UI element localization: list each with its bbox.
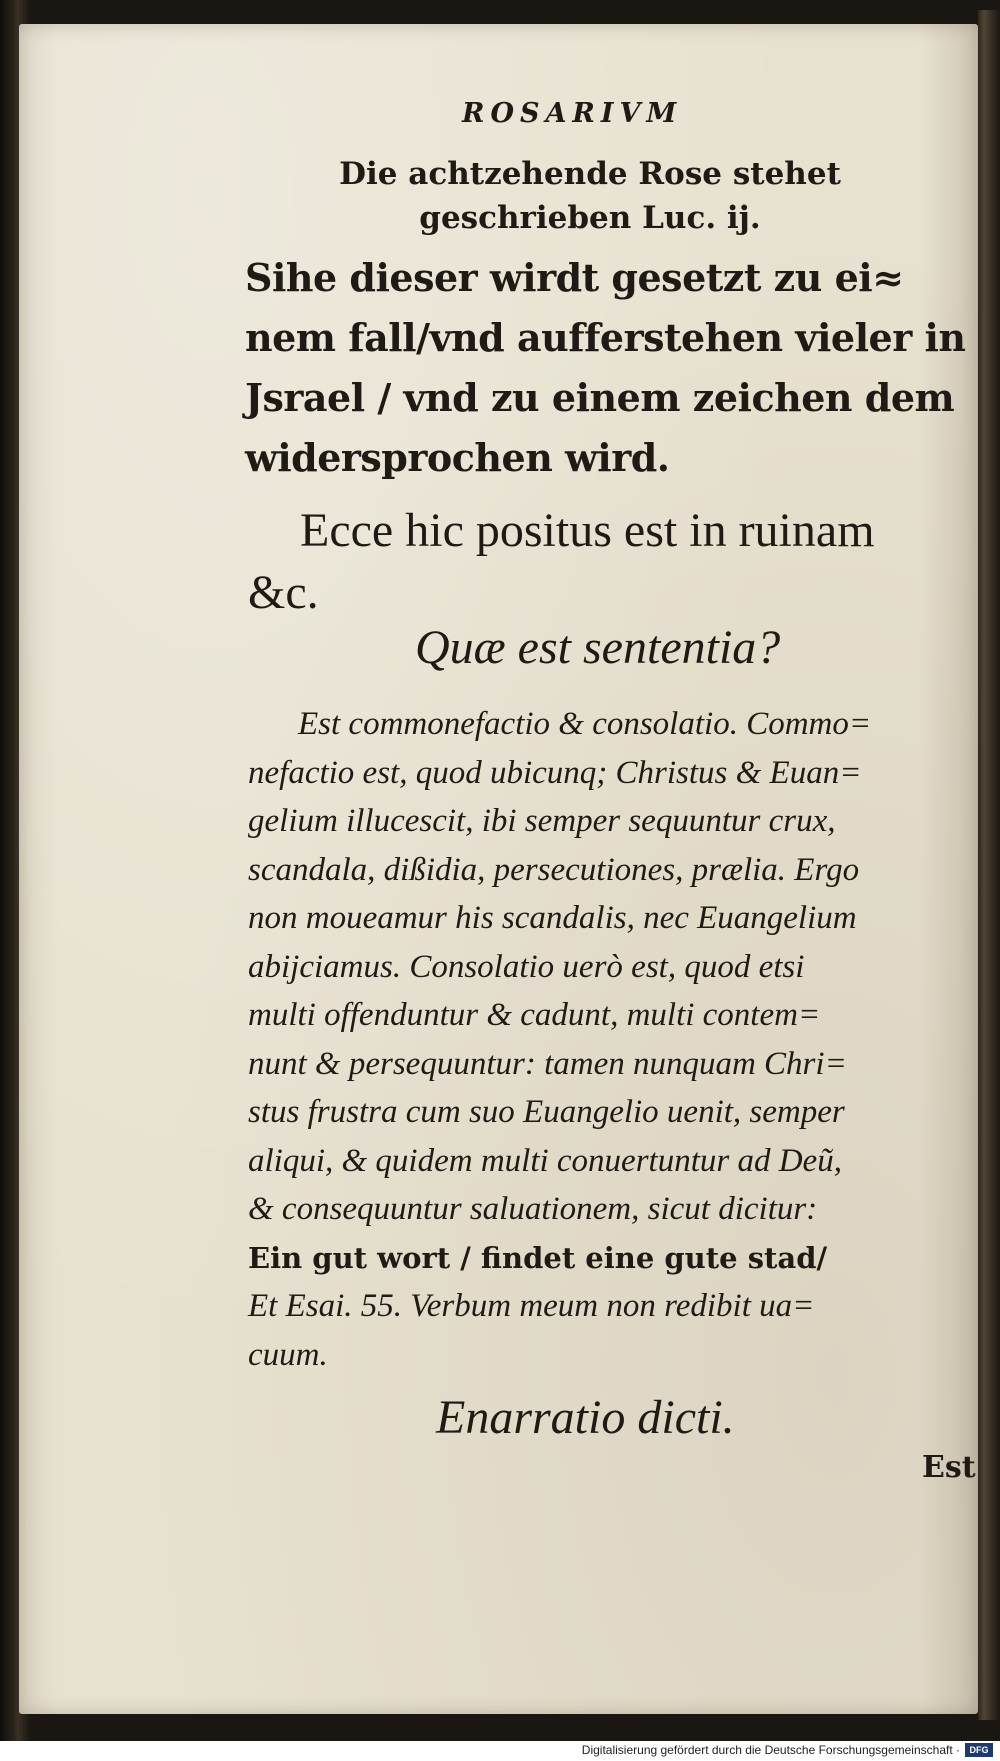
body-line: cuum. [248,1336,328,1373]
body-line: nunt & persequuntur: tamen nunquam Chri= [248,1045,847,1082]
body-line: stus frustra cum suo Euangelio uenit, semper [248,1094,845,1130]
dfg-logo: DFG [965,1743,993,1757]
book-edge [978,10,1000,1720]
verse-line: Jsrael / vnd zu einem zeichen dem [245,375,955,420]
body-line: scandala, dißidia, persecutiones, prælia. Ergo [248,851,860,888]
body-line: multi offenduntur & cadunt, multi contem= [248,997,821,1033]
body-line: Et Esai. 55. Verbum meum non redibit ua= [248,1288,815,1324]
body-line: nefactio est, quod ubicunq; Christus & Euan= [248,754,862,791]
body-line-german: Ein gut wort / findet eine gute stad/ [248,1240,828,1275]
body-line: abijciamus. Consolatio uerò est, quod etsi [248,948,805,985]
verse-line: Sihe dieser wirdt gesetzt zu ei≈ [245,255,904,300]
rose-heading [330,152,850,240]
latin-line: Ecce hic positus est in ruinam [300,504,875,557]
heading-line: Die achtzehende Rose stehet [339,156,841,192]
verse-line: widersprochen wird. [245,435,670,480]
latin-line: &c. [248,566,319,619]
body-line: & consequuntur saluationem, sicut dicitur: [248,1191,818,1227]
body-line: Est commonefactio & consolatio. Commo= [298,706,872,742]
verse-line: nem fall/vnd aufferstehen vieler in [245,315,966,360]
question-heading: Quæ est sententia? [415,621,781,674]
latin-verse [248,500,960,624]
catchword: Est [922,1450,976,1485]
german-verse [245,248,965,488]
body-line: non moueamur his scandalis, nec Euangelium [248,900,857,936]
commentary-body [248,700,968,1379]
subheading: Enarratio dicti. [436,1391,735,1444]
body-line: aliqui, & quidem multi conuertuntur ad Deũ, [248,1142,842,1179]
footer-credit: Digitalisierung gefördert durch die Deutsche Forschungsgemeinschaft · [581,1743,960,1757]
body-line: gelium illucescit, ibi semper sequuntur crux, [248,803,836,839]
running-head: ROSARIVM [462,98,683,129]
heading-line: geschrieben Luc. ij. [419,200,761,236]
